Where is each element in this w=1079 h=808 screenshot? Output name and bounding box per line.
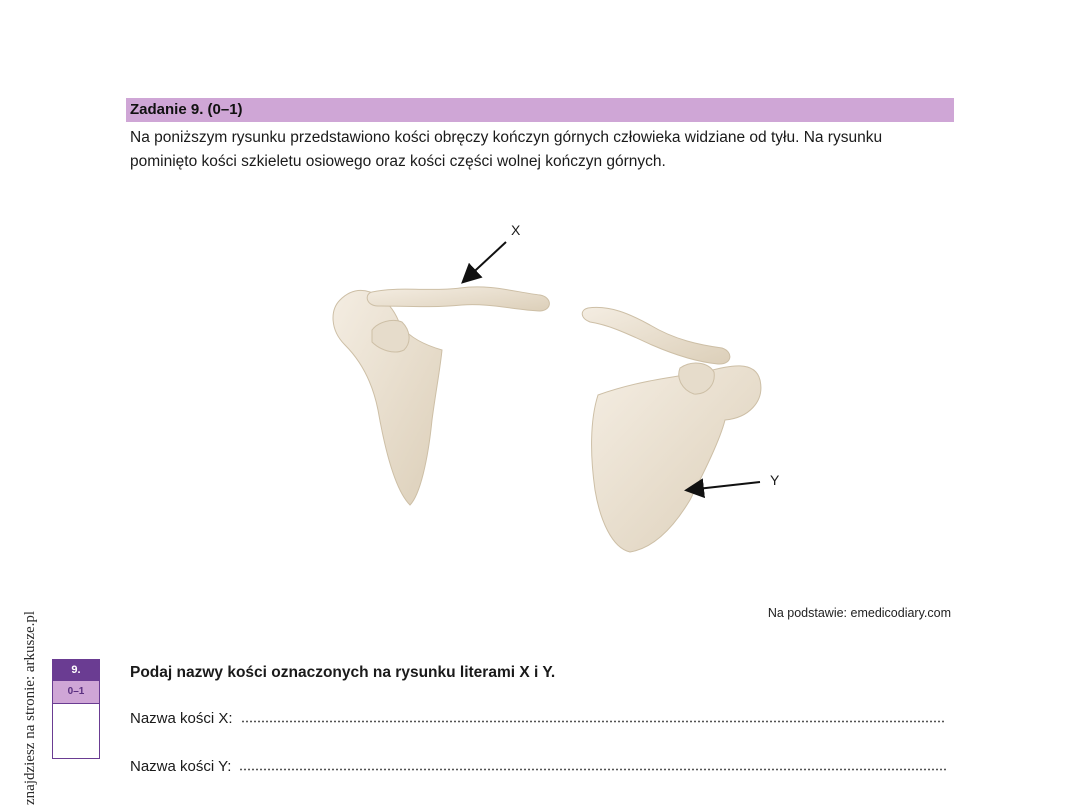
answer-row-y bbox=[130, 757, 946, 775]
label-y: Y bbox=[770, 472, 780, 488]
left-scapula bbox=[333, 290, 442, 505]
right-clavicle bbox=[582, 307, 730, 364]
answer-x-field[interactable] bbox=[241, 709, 946, 723]
answer-y-field[interactable] bbox=[239, 757, 946, 771]
score-entry-field[interactable] bbox=[52, 703, 100, 759]
score-box bbox=[52, 659, 100, 759]
score-points: 0–1 bbox=[52, 681, 100, 703]
left-clavicle bbox=[367, 287, 549, 311]
task-description: Na poniższym rysunku przedstawiono kości obręczy kończyn górnych człowieka widziane od tyłu. Na rysunku pominięto kości szkieletu osiowego oraz kości części wolnej kończyn górnych. bbox=[130, 129, 883, 170]
score-task-number: 9. bbox=[52, 659, 100, 681]
question-prompt: Podaj nazwy kości oznaczonych na rysunku literami X i Y. bbox=[130, 664, 556, 681]
figure-source: Na podstawie: emedicodiary.com bbox=[767, 606, 951, 620]
answer-y-label: Nazwa kości Y: bbox=[130, 758, 232, 775]
right-scapula bbox=[592, 363, 761, 552]
label-x: X bbox=[511, 222, 521, 238]
answer-x-label: Nazwa kości X: bbox=[130, 710, 233, 727]
arrow-x bbox=[464, 242, 506, 281]
answer-row-x bbox=[130, 709, 946, 727]
side-note: znajdziesz na stronie: arkusze.pl bbox=[22, 610, 38, 805]
task-title: Zadanie 9. (0–1) bbox=[130, 101, 243, 118]
